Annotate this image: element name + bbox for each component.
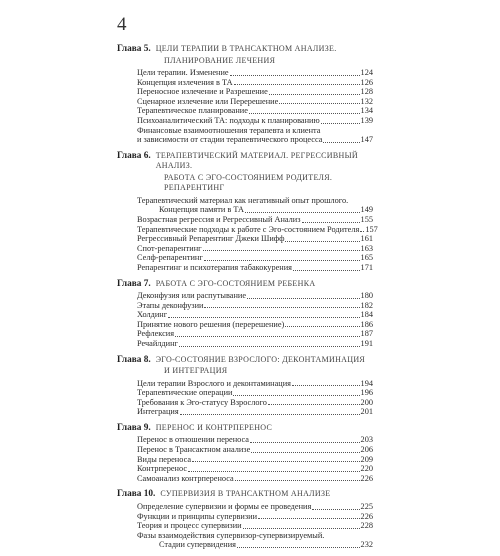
toc-entry-title: Терапевтическое планирование <box>137 106 248 116</box>
toc-entry-page: 139 <box>360 115 373 125</box>
toc-entry[interactable] <box>117 455 373 465</box>
chapter-heading <box>117 44 373 55</box>
toc-entry[interactable] <box>117 224 378 235</box>
chapter-subtitle: РАБОТА С ЭГО-СОСТОЯНИЕМ РОДИТЕЛЯ. РЕПАРЕНТИНГ <box>164 172 333 193</box>
toc-entry-page: 155 <box>360 214 373 224</box>
toc-entry-title: Финансовые взаимоотношения терапевта и клиента <box>137 125 321 135</box>
chapter-title: СУПЕРВИЗИЯ В ТРАНСАКТНОМ АНАЛИЗЕ <box>160 489 331 499</box>
page-number: 4 <box>117 14 127 35</box>
toc-entry[interactable] <box>117 196 373 206</box>
toc-entry-page: 232 <box>360 540 373 550</box>
dot-leader <box>285 241 359 242</box>
toc-entry[interactable] <box>117 388 373 398</box>
dot-leader <box>250 442 360 443</box>
toc-entry-page: 226 <box>360 511 373 521</box>
toc-entry-page: 165 <box>360 253 373 263</box>
toc-entry-page: 194 <box>360 378 373 388</box>
toc-entry-title: Регрессивный Репарентинг Джеки Шифф <box>137 234 285 244</box>
chapter-block <box>117 150 378 273</box>
toc-entry[interactable] <box>117 339 373 349</box>
dot-leader <box>268 404 360 405</box>
toc-entry-page: 203 <box>360 435 373 445</box>
dot-leader <box>251 452 359 453</box>
toc-entry-page: 184 <box>360 310 373 320</box>
toc-entry-page: 201 <box>360 407 373 417</box>
toc-entry[interactable] <box>117 135 373 145</box>
toc-entry-title: Определение супервизии и формы ее проведения <box>137 501 312 511</box>
dot-leader <box>249 113 360 114</box>
toc-entry[interactable] <box>117 244 373 254</box>
chapter-number: Глава 9. <box>117 422 151 433</box>
entry-list <box>117 502 373 550</box>
chapter-number: Глава 8. <box>117 354 151 365</box>
chapter-title: РАБОТА С ЭГО-СОСТОЯНИЕМ РЕБЕНКА <box>155 278 316 288</box>
toc-entry-title: Стадии супервидения <box>159 540 236 550</box>
toc-entry-title: и зависимости от стадии терапевтического процесса <box>137 135 323 145</box>
toc-entry[interactable] <box>117 301 373 311</box>
toc-entry-title: Виды переноса <box>137 454 192 464</box>
toc-entry[interactable] <box>117 253 373 263</box>
toc-entry-title: Психоаналитический ТА: подходы к планированию <box>137 115 320 125</box>
toc-entry[interactable] <box>117 234 373 244</box>
toc-entry-title: Селф-репарентинг <box>137 253 203 263</box>
chapter-block <box>117 423 373 483</box>
toc-entry-page: 187 <box>360 329 373 339</box>
chapter-block <box>117 355 373 417</box>
dot-leader <box>175 336 360 337</box>
dot-leader <box>293 270 360 271</box>
dot-leader <box>233 395 359 396</box>
toc-entry[interactable] <box>117 445 373 455</box>
toc-entry[interactable] <box>117 464 373 474</box>
toc-entry[interactable] <box>117 205 373 215</box>
dot-leader <box>234 84 360 85</box>
toc-entry[interactable] <box>117 106 373 116</box>
table-of-contents <box>117 44 378 556</box>
dot-leader <box>235 480 360 481</box>
toc-entry[interactable] <box>117 512 373 522</box>
dot-leader <box>323 142 359 143</box>
toc-entry[interactable] <box>117 97 373 107</box>
chapter-heading <box>117 423 373 434</box>
chapter-title: ТЕРАПЕВТИЧЕСКИЙ МАТЕРИАЛ. РЕГРЕССИВНЫЙ АНАЛИЗ. <box>155 150 358 171</box>
dot-leader <box>188 471 360 472</box>
toc-entry[interactable] <box>117 398 373 408</box>
toc-entry[interactable] <box>117 407 373 417</box>
toc-entry[interactable] <box>117 435 373 445</box>
toc-entry-page: 209 <box>360 454 373 464</box>
dot-leader <box>203 250 360 251</box>
toc-entry-page: 126 <box>360 77 373 87</box>
toc-entry[interactable] <box>117 531 373 541</box>
toc-entry-page: 191 <box>360 338 373 348</box>
toc-entry-title: Спот-репарентинг <box>137 243 202 253</box>
toc-entry-title: Цели терапии Взрослого и деконтаминация <box>137 378 291 388</box>
toc-entry[interactable] <box>117 521 373 531</box>
toc-entry-title: Самоанализ контрпереноса <box>137 473 234 483</box>
toc-entry[interactable] <box>117 474 373 484</box>
dot-leader <box>302 222 360 223</box>
dot-leader <box>237 547 360 548</box>
entry-list <box>117 435 373 483</box>
chapter-heading <box>117 151 373 172</box>
dot-leader <box>285 326 359 327</box>
toc-entry-title: Деконфузия или распутывание <box>137 291 247 300</box>
toc-entry-title: Цели терапии. Изменение <box>137 68 229 77</box>
chapter-block <box>117 44 373 145</box>
toc-entry-title: Терапевтические подходы к работе с Эго-состоянием Родителя <box>137 224 360 234</box>
dot-leader <box>312 509 359 510</box>
toc-entry-page: 180 <box>360 291 373 300</box>
toc-entry-title: Функции и принципы супервизии <box>137 511 258 521</box>
toc-entry-page: 228 <box>360 521 373 531</box>
chapter-number: Глава 7. <box>117 278 151 289</box>
chapter-block <box>117 279 373 349</box>
chapter-heading <box>117 279 373 290</box>
toc-entry-page: 163 <box>360 243 373 253</box>
toc-entry-title: Теория и процесс супервизии <box>137 521 242 531</box>
toc-entry[interactable] <box>117 116 373 126</box>
toc-entry-title: Концепция памяти в ТА <box>159 205 245 215</box>
dot-leader <box>258 518 360 519</box>
toc-entry-page: 226 <box>360 473 373 483</box>
dot-leader <box>292 385 360 386</box>
dot-leader <box>230 75 360 76</box>
chapter-subtitle: ПЛАНИРОВАНИЕ ЛЕЧЕНИЯ <box>164 55 276 65</box>
toc-entry-title: Речайлдинг <box>137 338 178 348</box>
toc-entry-title: Холдинг <box>137 310 168 320</box>
toc-entry-title: Контрперенос <box>137 464 188 474</box>
entry-list <box>117 68 373 145</box>
toc-entry-page: 124 <box>360 68 373 77</box>
toc-entry-page: 225 <box>360 501 373 511</box>
toc-entry[interactable] <box>117 310 373 320</box>
chapter-title: ЦЕЛИ ТЕРАПИИ В ТРАНСАКТНОМ АНАЛИЗЕ. <box>155 44 337 53</box>
chapter-block <box>117 489 373 549</box>
toc-entry[interactable] <box>117 320 373 330</box>
toc-entry-title: Возрастная регрессия и Регрессивный Анализ <box>137 214 301 224</box>
toc-entry-title: Интеграция <box>137 407 179 417</box>
toc-entry-title: Терапевтический материал как негативный опыт прошлого. <box>137 195 349 205</box>
toc-entry-page: 132 <box>360 96 373 106</box>
toc-entry-page: 182 <box>360 300 373 310</box>
chapter-heading <box>117 355 373 366</box>
toc-entry-title: Сценарное излечение или Перерешение <box>137 96 279 106</box>
dot-leader <box>192 461 359 462</box>
toc-entry-title: Переносное излечение и Разрешение <box>137 87 268 97</box>
toc-entry-page: 134 <box>360 106 373 116</box>
toc-entry-title: Перенос в Трансактном анализе <box>137 445 251 455</box>
toc-entry-page: 161 <box>360 234 373 244</box>
toc-entry[interactable] <box>117 263 373 273</box>
dot-leader <box>269 94 360 95</box>
dot-leader <box>204 307 359 308</box>
toc-entry-page: 171 <box>360 262 373 272</box>
toc-entry-page: 157 <box>365 224 378 234</box>
chapter-number: Глава 5. <box>117 44 151 54</box>
toc-entry[interactable] <box>117 291 373 301</box>
toc-entry[interactable] <box>117 540 373 550</box>
toc-entry-page: 128 <box>360 87 373 97</box>
dot-leader <box>360 231 364 232</box>
toc-entry-page: 206 <box>360 445 373 455</box>
toc-entry-page: 200 <box>360 397 373 407</box>
toc-entry[interactable] <box>117 68 373 78</box>
toc-entry-title: Терапевтические операции <box>137 388 233 398</box>
chapter-title: ПЕРЕНОС И КОНТРПЕРЕНОС <box>155 422 273 432</box>
dot-leader <box>245 212 360 213</box>
toc-entry-page: 147 <box>360 135 373 145</box>
toc-entry[interactable] <box>117 78 373 88</box>
dot-leader <box>279 103 359 104</box>
toc-entry-title: Этапы деконфузии <box>137 300 204 310</box>
chapter-title: ЭГО-СОСТОЯНИЕ ВЗРОСЛОГО: ДЕКОНТАМИНАЦИЯ <box>155 354 366 364</box>
toc-entry[interactable] <box>117 502 373 512</box>
toc-entry-title: Перенос в отношении переноса <box>137 435 249 445</box>
chapter-heading <box>117 489 373 500</box>
toc-entry-page: 186 <box>360 319 373 329</box>
dot-leader <box>179 346 360 347</box>
entry-list <box>117 195 378 273</box>
dot-leader <box>168 317 359 318</box>
chapter-number: Глава 10. <box>117 489 156 500</box>
chapter-subtitle: И ИНТЕГРАЦИЯ <box>164 366 228 376</box>
toc-entry[interactable] <box>117 329 373 339</box>
toc-entry[interactable] <box>117 379 373 389</box>
toc-entry[interactable] <box>117 87 373 97</box>
toc-entry-page: 196 <box>360 388 373 398</box>
dot-leader <box>180 414 360 415</box>
toc-entry-title: Репарентинг и психотерапия табакокурения <box>137 262 292 272</box>
toc-entry[interactable] <box>117 126 373 136</box>
dot-leader <box>247 298 360 299</box>
toc-entry-title: Фазы взаимодействия супервизор-супервизируемый. <box>137 530 325 540</box>
dot-leader <box>243 528 360 529</box>
chapter-number: Глава 6. <box>117 150 151 161</box>
toc-entry-title: Концепция излечения в ТА <box>137 77 233 87</box>
entry-list <box>117 291 373 349</box>
toc-entry[interactable] <box>117 215 373 225</box>
entry-list <box>117 379 373 417</box>
toc-entry-page: 149 <box>360 205 373 215</box>
toc-entry-title: Рефлексия <box>137 329 175 339</box>
toc-entry-page: 220 <box>360 464 373 474</box>
toc-entry-title: Принятие нового решения (перерешение) <box>137 319 285 329</box>
toc-entry-title: Требования к Эго-статусу Взрослого <box>137 397 267 407</box>
dot-leader <box>204 260 360 261</box>
dot-leader <box>321 123 360 124</box>
